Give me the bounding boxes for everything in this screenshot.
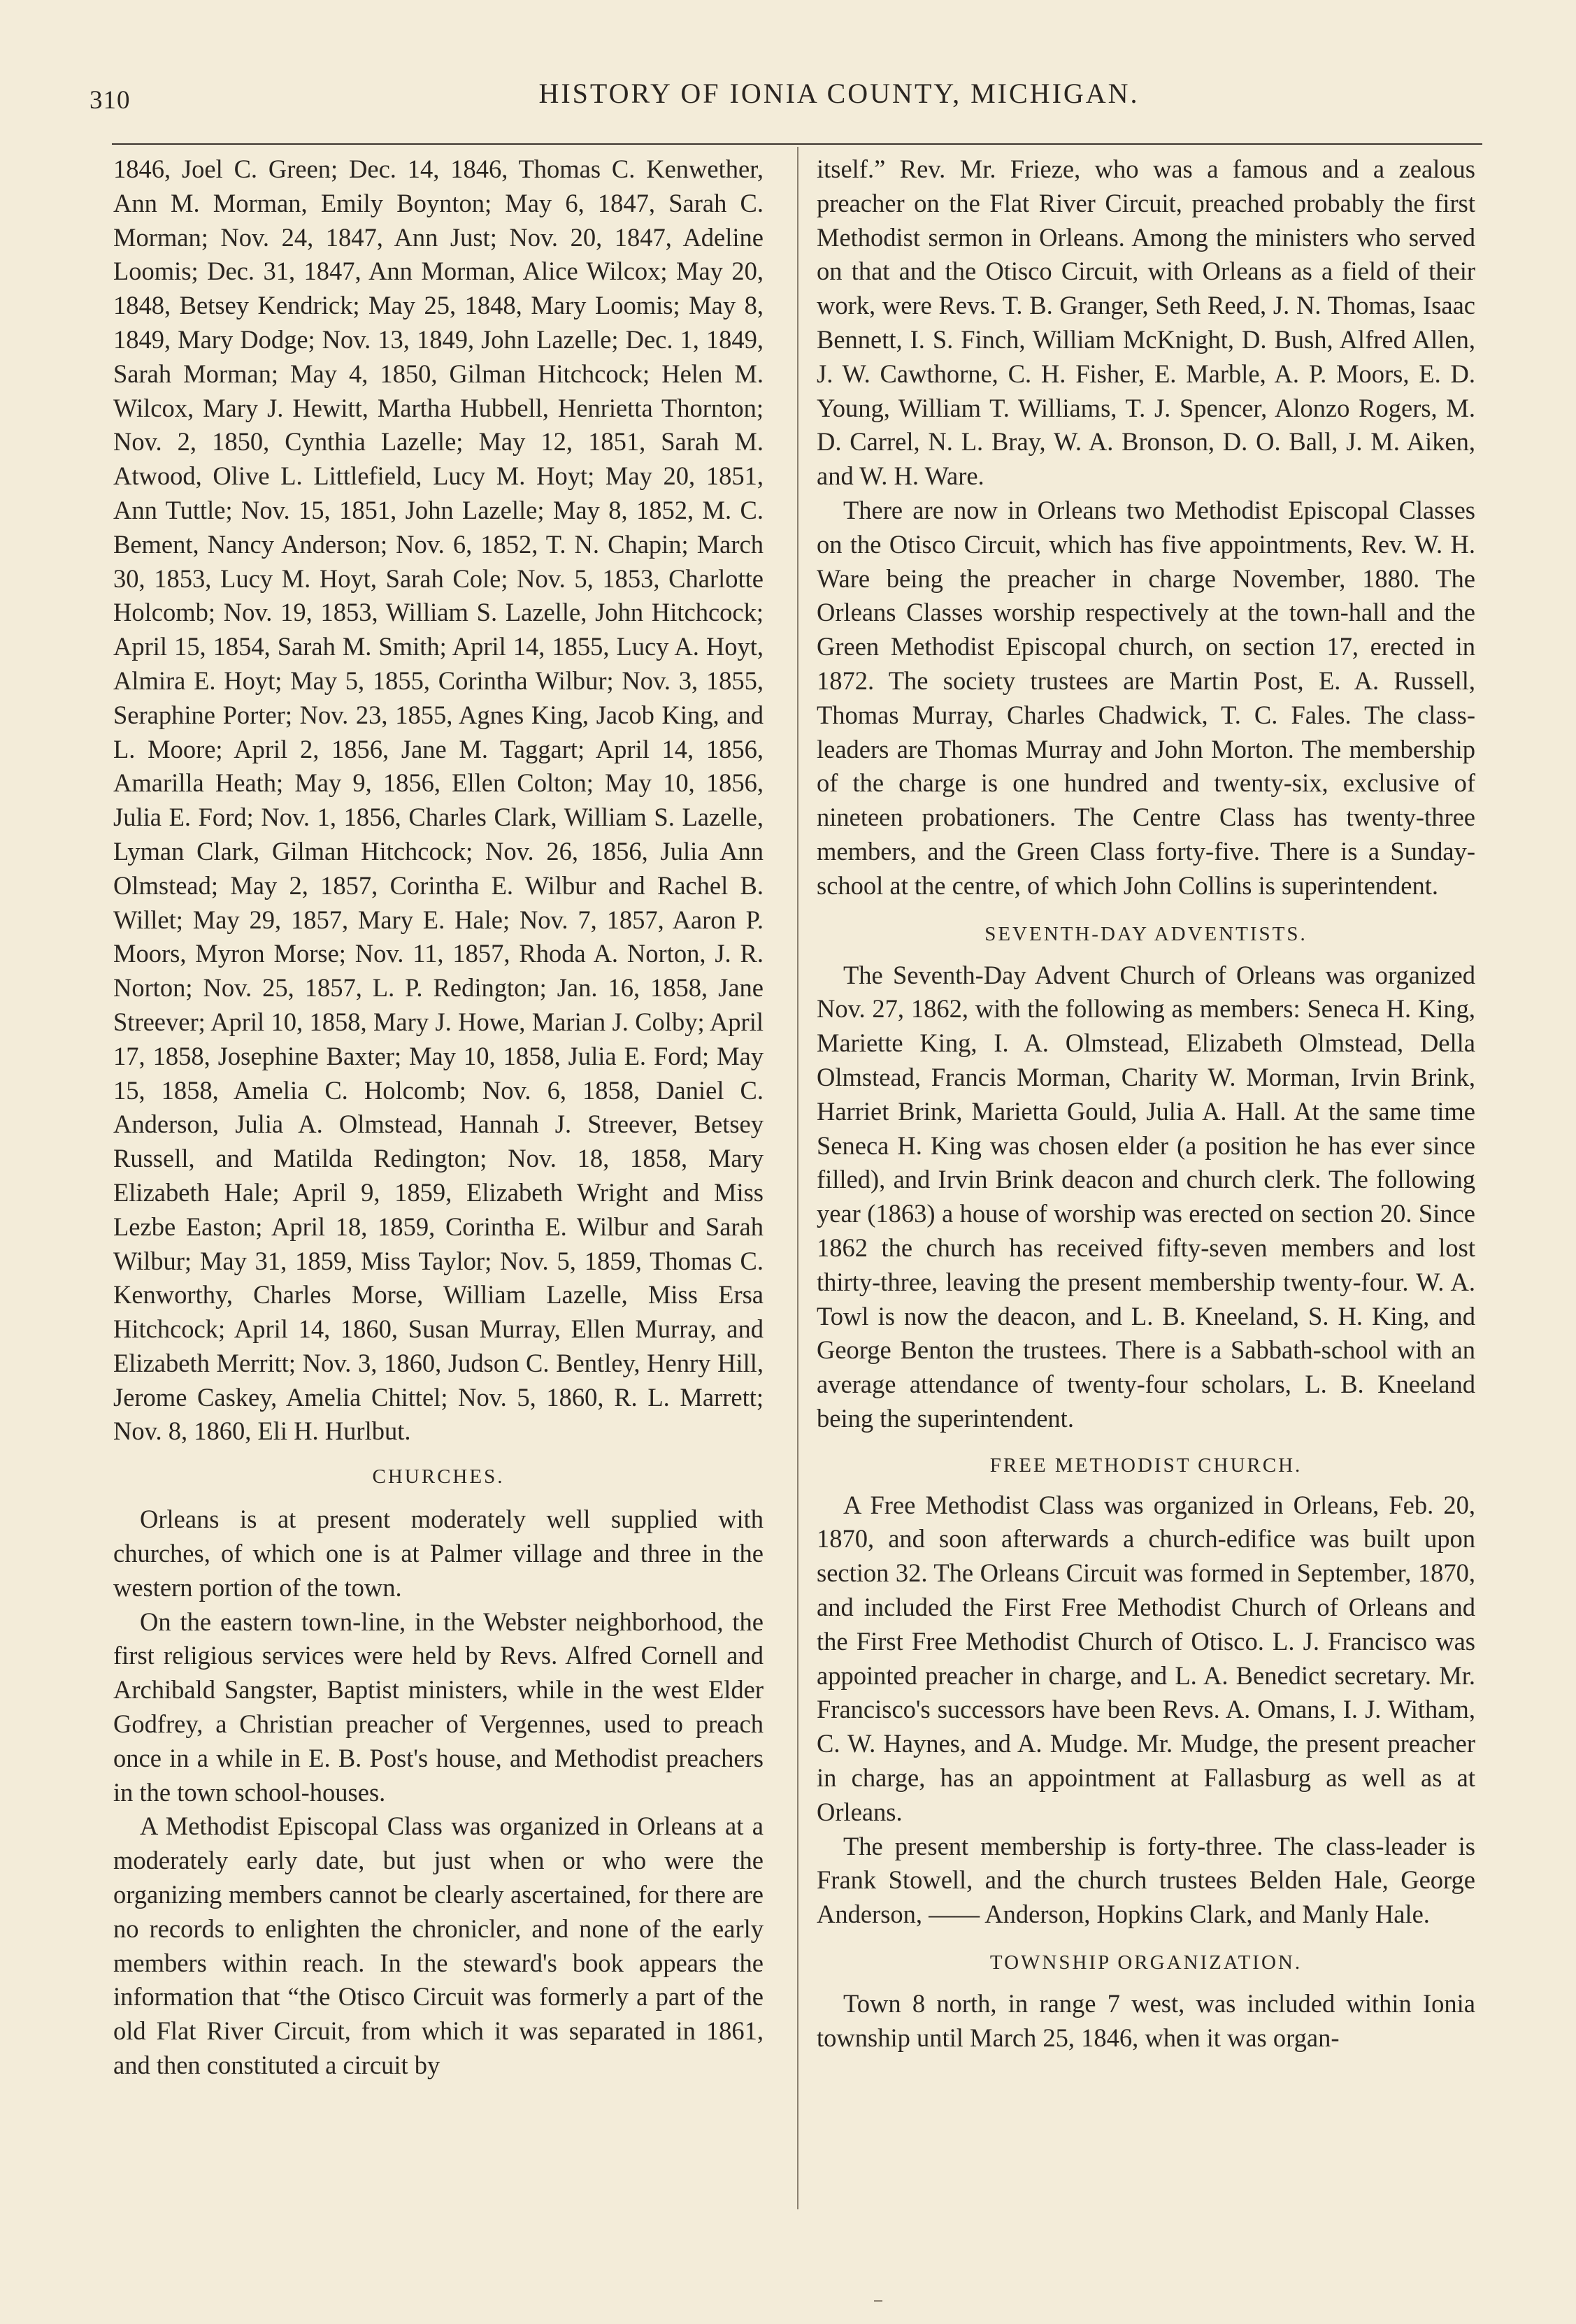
- page-number: 310: [89, 86, 131, 115]
- running-head: HISTORY OF IONIA COUNTY, MICHIGAN.: [538, 78, 1140, 109]
- left-column: [113, 152, 764, 2083]
- section-heading-free-methodist: FREE METHODIST CHURCH.: [989, 1454, 1303, 1477]
- footer-mark: [874, 2300, 882, 2302]
- header-rule: [112, 143, 1482, 145]
- churches-paragraph-2: On the eastern town-line, in the Webster neighborhood, the first religious services were held by Revs. Alfred Cornell and Archibald Sangster, Baptist ministers, while in the west Elder Godfrey, a Christian preacher of Vergennes, used to preach once in a while in E. B. Post's house, and Methodist preachers in the town school-houses.: [113, 1607, 764, 1807]
- section-heading-township: TOWNSHIP ORGANIZATION.: [989, 1951, 1303, 1974]
- churches-paragraph-1: Orleans is at present moderately well supplied with churches, of which one is at Palmer village and three in the western portion of the town.: [113, 1505, 764, 1602]
- churches-paragraph-3: A Methodist Episcopal Class was organized in Orleans at a moderately early date, but just when or who were the organizing members cannot be clearly ascertained, for there are no records to enlighten the chronicler, and none of the early members within reach. In the steward's book appears the information that “the Otisco Circuit was formerly a part of the old Flat River Circuit, from which it was separated in 1861, and then constituted a circuit by: [113, 1812, 764, 2080]
- column-divider: [797, 147, 798, 2209]
- free-methodist-paragraph-2: The present membership is forty-three. The class-leader is Frank Stowell, and the church trustees Belden Hale, George Anderson, —— Anderson, Hopkins Clark, and Manly Hale.: [817, 1831, 1475, 1929]
- methodist-continued-paragraph: itself.” Rev. Mr. Frieze, who was a famous and a zealous preacher on the Flat River Circuit, preached probably the first Methodist sermon in Orleans. Among the ministers who served on that and the Otisco Circuit, with Orleans as a field of their work, were Revs. T. B. Granger, Seth Reed, J. N. Thomas, Isaac Bennett, I. S. Finch, William McKnight, D. Bush, Alfred Allen, J. W. Cawthorne, C. H. Fisher, E. Marble, A. P. Moors, E. D. Young, William T. Williams, T. J. Spencer, Alonzo Rogers, M. D. Carrel, N. L. Bray, W. A. Bronson, D. O. Ball, J. M. Aiken, and W. H. Ware.: [817, 155, 1475, 491]
- adventists-paragraph: The Seventh-Day Advent Church of Orleans was organized Nov. 27, 1862, with the following as members: Seneca H. King, Mariette King, I. A. Olmstead, Elizabeth Olmstead, Della Olmstead, Francis Morman, Charity W. Morman, Irvin Brink, Harriet Brink, Marietta Gould, Julia A. Hall. At the same time Seneca H. King was chosen elder (a position he has ever since filled), and Irvin Brink deacon and church clerk. The following year (1863) a house of worship was erected on section 20. Since 1862 the church has received fifty-seven members and lost thirty-three, leaving the present membership twenty-four. W. A. Towl is now the deacon, and L. B. Kneeland, S. H. King, and George Benton the trustees. There is a Sabbath-school with an average attendance of twenty-four scholars, L. B. Kneeland being the superintendent.: [817, 960, 1475, 1433]
- methodist-paragraph-2: There are now in Orleans two Methodist Episcopal Classes on the Otisco Circuit, which has five appointments, Rev. W. H. Ware being the preacher in charge November, 1880. The Orleans Classes worship respectively at the town-hall and the Green Methodist Episcopal church, on section 17, erected in 1872. The society trustees are Martin Post, E. A. Russell, Thomas Murray, Charles Chadwick, T. C. Fales. The class-leaders are Thomas Murray and John Morton. The membership of the charge is one hundred and twenty-six, exclusive of nineteen probationers. The Centre Class has twenty-three members, and the Green Class forty-five. There is a Sunday-school at the centre, of which John Collins is superintendent.: [817, 495, 1475, 900]
- section-heading-adventists: SEVENTH-DAY ADVENTISTS.: [984, 922, 1308, 945]
- right-column: [817, 152, 1475, 2056]
- members-list-paragraph: 1846, Joel C. Green; Dec. 14, 1846, Thomas C. Kenwether, Ann M. Morman, Emily Boynton; May 6, 1847, Sarah C. Morman; Nov. 24, 1847, Ann Just; Nov. 20, 1847, Adeline Loomis; Dec. 31, 1847, Ann Morman, Alice Wilcox; May 20, 1848, Betsey Kendrick; May 25, 1848, Mary Loomis; May 8, 1849, Mary Dodge; Nov. 13, 1849, John Lazelle; Dec. 1, 1849, Sarah Morman; May 4, 1850, Gilman Hitchcock; Helen M. Wilcox, Mary J. Hewitt, Martha Hubbell, Henrietta Thornton; Nov. 2, 1850, Cynthia Lazelle; May 12, 1851, Sarah M. Atwood, Olive L. Littlefield, Lucy M. Hoyt; May 20, 1851, Ann Tuttle; Nov. 15, 1851, John Lazelle; May 8, 1852, M. C. Bement, Nancy Anderson; Nov. 6, 1852, T. N. Chapin; March 30, 1853, Lucy M. Hoyt, Sarah Cole; Nov. 5, 1853, Charlotte Holcomb; Nov. 19, 1853, William S. Lazelle, John Hitchcock; April 15, 1854, Sarah M. Smith; April 14, 1855, Lucy A. Hoyt, Almira E. Hoyt; May 5, 1855, Corintha Wilbur; Nov. 3, 1855, Seraphine Porter; Nov. 23, 1855, Agnes King, Jacob King, and L. Moore; April 2, 1856, Jane M. Taggart; April 14, 1856, Amarilla Heath; May 9, 1856, Ellen Colton; May 10, 1856, Julia E. Ford; Nov. 1, 1856, Charles Clark, William S. Lazelle, Lyman Clark, Gilman Hitchcock; Nov. 26, 1856, Julia Ann Olmstead; May 2, 1857, Corintha E. Wilbur and Rachel B. Willet; May 29, 1857, Mary E. Hale; Nov. 7, 1857, Aaron P. Moors, Myron Morse; Nov. 11, 1857, Rhoda A. Norton, J. R. Norton; Nov. 25, 1857, L. P. Redington; Jan. 16, 1858, Jane Streever; April 10, 1858, Mary J. Howe, Marian J. Colby; April 17, 1858, Josephine Baxter; May 10, 1858, Julia E. Ford; May 15, 1858, Amelia C. Holcomb; Nov. 6, 1858, Daniel C. Anderson, Julia A. Olmstead, Hannah J. Streever, Betsey Russell, and Matilda Redington; Nov. 18, 1858, Mary Elizabeth Hale; April 9, 1859, Elizabeth Wright and Miss Lezbe Easton; April 18, 1859, Corintha E. Wilbur and Sarah Wilbur; May 31, 1859, Miss Taylor; Nov. 5, 1859, Thomas C. Kenworthy, Charles Morse, William Lazelle, Miss Ersa Hitchcock; April 14, 1860, Susan Murray, Ellen Murray, and Elizabeth Merritt; Nov. 3, 1860, Judson C. Bentley, Henry Hill, Jerome Caskey, Amelia Chittel; Nov. 5, 1860, R. L. Marrett; Nov. 8, 1860, Eli H. Hurlbut.: [113, 155, 764, 1446]
- free-methodist-paragraph-1: A Free Methodist Class was organized in Orleans, Feb. 20, 1870, and soon afterwards a church-edifice was built upon section 32. The Orleans Circuit was formed in September, 1870, and included the First Free Methodist Church of Orleans and the First Free Methodist Church of Otisco. L. J. Francisco was appointed preacher in charge, and L. A. Benedict secretary. Mr. Francisco's successors have been Revs. A. Omans, I. J. Witham, C. W. Haynes, and A. Mudge. Mr. Mudge, the present preacher in charge, has an appointment at Fallasburg as well as at Orleans.: [817, 1490, 1475, 1826]
- township-paragraph: Town 8 north, in range 7 west, was included within Ionia township until March 25, 1846, when it was organ-: [817, 1989, 1475, 2052]
- section-heading-churches: CHURCHES.: [372, 1465, 505, 1489]
